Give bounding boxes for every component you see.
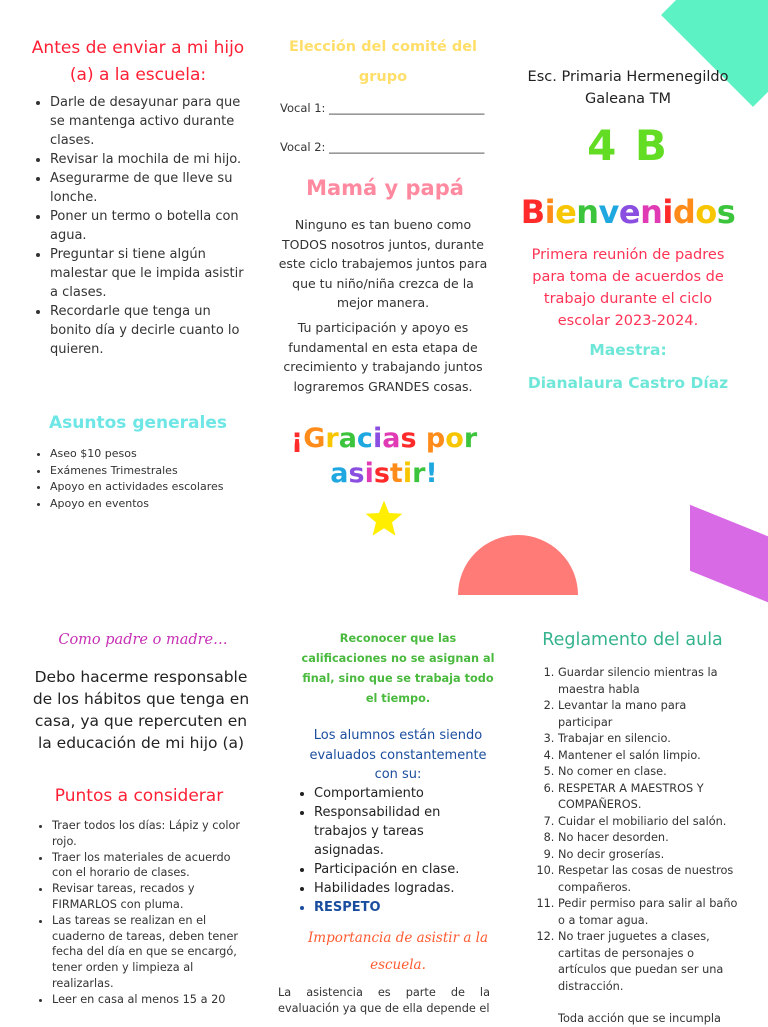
points-list bbox=[52, 818, 248, 1008]
as-parent-title: Como padre o madre… bbox=[58, 632, 228, 648]
rule-item: 9. No decir groserías. bbox=[558, 847, 738, 864]
rule-item: 12. No traer juguetes a clases, cartitas de personajes o artículos que puedan ser una distracción. bbox=[558, 929, 738, 995]
general-matters-list bbox=[50, 446, 225, 512]
rule-item: 2. Levantar la mano para participar bbox=[558, 698, 738, 731]
list-item: • Responsabilidad en trabajos y tareas asignadas. bbox=[314, 803, 494, 860]
vocal-1-line: Vocal 1: ___________________________ bbox=[280, 101, 485, 115]
attendance-text: La asistencia es parte de la evaluación ya que de ella depende el bbox=[278, 986, 490, 1015]
points-title: Puntos a considerar bbox=[54, 786, 224, 806]
decorative-semicircle bbox=[458, 535, 578, 595]
general-matters-title: Asuntos generales bbox=[49, 413, 227, 433]
list-item: • Apoyo en actividades escolares bbox=[50, 479, 225, 496]
rule-item: 11. Pedir permiso para salir al baño o a tomar agua. bbox=[558, 896, 738, 929]
list-item: • Aseo $10 pesos bbox=[50, 446, 225, 463]
evaluation-list bbox=[314, 784, 494, 917]
rules-footer: Toda acción que se incumpla bbox=[558, 1012, 721, 1025]
grades-notice: Reconocer que las calificaciones no se asignan al final, sino que se trabaja todo el tiempo. bbox=[301, 632, 495, 705]
decorative-parallelogram bbox=[690, 505, 768, 615]
thanks-heading: ¡Gracias por asistir! bbox=[290, 423, 478, 489]
rule-item: 6. RESPETAR A MAESTROS Y COMPAÑEROS. bbox=[558, 781, 738, 814]
grade-label: 4 B bbox=[587, 121, 669, 170]
list-item: • Leer en casa al menos 15 a 20 bbox=[52, 992, 248, 1008]
list-item: • Exámenes Trimestrales bbox=[50, 463, 225, 480]
list-item: • Revisar la mochila de mi hijo. bbox=[50, 150, 250, 169]
rule-item: 5. No comer en clase. bbox=[558, 764, 738, 781]
responsibility-text: Debo hacerme responsable de los hábitos que tenga en casa, ya que repercuten en la educación de mi hijo (a) bbox=[32, 668, 250, 752]
parents-paragraph-1: Ninguno es tan bueno como TODOS nosotros juntos, durante este ciclo trabajemos juntos para que tu niño/niña crezca de la mejor manera. bbox=[278, 217, 488, 310]
list-item: • Darle de desayunar para que se mantenga activo durante clases. bbox=[50, 93, 250, 150]
list-item: • Las tareas se realizan en el cuaderno de tareas, deben tener fecha del día en que se encargó, tener orden y limpieza al realizarlas. bbox=[52, 913, 248, 992]
list-item: • Asegurarme de que lleve su lonche. bbox=[50, 169, 250, 207]
rules-list bbox=[558, 665, 738, 995]
welcome-heading: Bienvenidos bbox=[520, 193, 736, 231]
list-item: • Apoyo en eventos bbox=[50, 496, 225, 513]
rule-item: 7. Cuidar el mobiliario del salón. bbox=[558, 814, 738, 831]
list-item: • Traer todos los días: Lápiz y color rojo. bbox=[52, 818, 248, 850]
teacher-name: Dianalaura Castro Díaz bbox=[527, 374, 729, 392]
star-icon bbox=[363, 498, 405, 540]
before-school-title: Antes de enviar a mi hijo (a) a la escuela: bbox=[31, 38, 245, 85]
rule-item: 4. Mantener el salón limpio. bbox=[558, 748, 738, 765]
list-item: • Participación en clase. bbox=[314, 860, 494, 879]
rule-item: 10. Respetar las cosas de nuestros compañeros. bbox=[558, 863, 738, 896]
list-item: • Revisar tareas, recados y FIRMARLOS con pluma. bbox=[52, 881, 248, 913]
rule-item: 8. No hacer desorden. bbox=[558, 830, 738, 847]
vocal-2-line: Vocal 2: ___________________________ bbox=[280, 140, 485, 154]
committee-title: Elección del comité del grupo bbox=[288, 39, 478, 85]
parents-title: Mamá y papá bbox=[306, 176, 464, 200]
before-school-list bbox=[50, 93, 250, 359]
list-item-respect: • RESPETO bbox=[314, 898, 494, 917]
list-item: • Comportamiento bbox=[314, 784, 494, 803]
school-name: Esc. Primaria Hermenegildo Galeana TM bbox=[527, 69, 729, 107]
rule-item: 3. Trabajar en silencio. bbox=[558, 731, 738, 748]
parents-paragraph-2: Tu participación y apoyo es fundamental en esta etapa de crecimiento y trabajando juntos lograremos GRANDES cosas. bbox=[283, 320, 483, 394]
list-item: • Preguntar si tiene algún malestar que le impida asistir a clases. bbox=[50, 245, 250, 302]
evaluation-intro: Los alumnos están siendo evaluados constantemente con su: bbox=[309, 728, 487, 782]
list-item: • Poner un termo o botella con agua. bbox=[50, 207, 250, 245]
list-item: • Recordarle que tenga un bonito día y decirle cuanto lo quieren. bbox=[50, 302, 250, 359]
list-item: • Traer los materiales de acuerdo con el horario de clases. bbox=[52, 850, 248, 882]
list-item: • Habilidades logradas. bbox=[314, 879, 494, 898]
rules-title: Reglamento del aula bbox=[542, 630, 723, 650]
rule-item: 1. Guardar silencio mientras la maestra habla bbox=[558, 665, 738, 698]
attendance-title: Importancia de asistir a la escuela. bbox=[307, 930, 489, 973]
meeting-description: Primera reunión de padres para toma de acuerdos de trabajo durante el ciclo escolar 2023-2024. bbox=[531, 247, 725, 329]
teacher-label: Maestra: bbox=[589, 341, 667, 359]
